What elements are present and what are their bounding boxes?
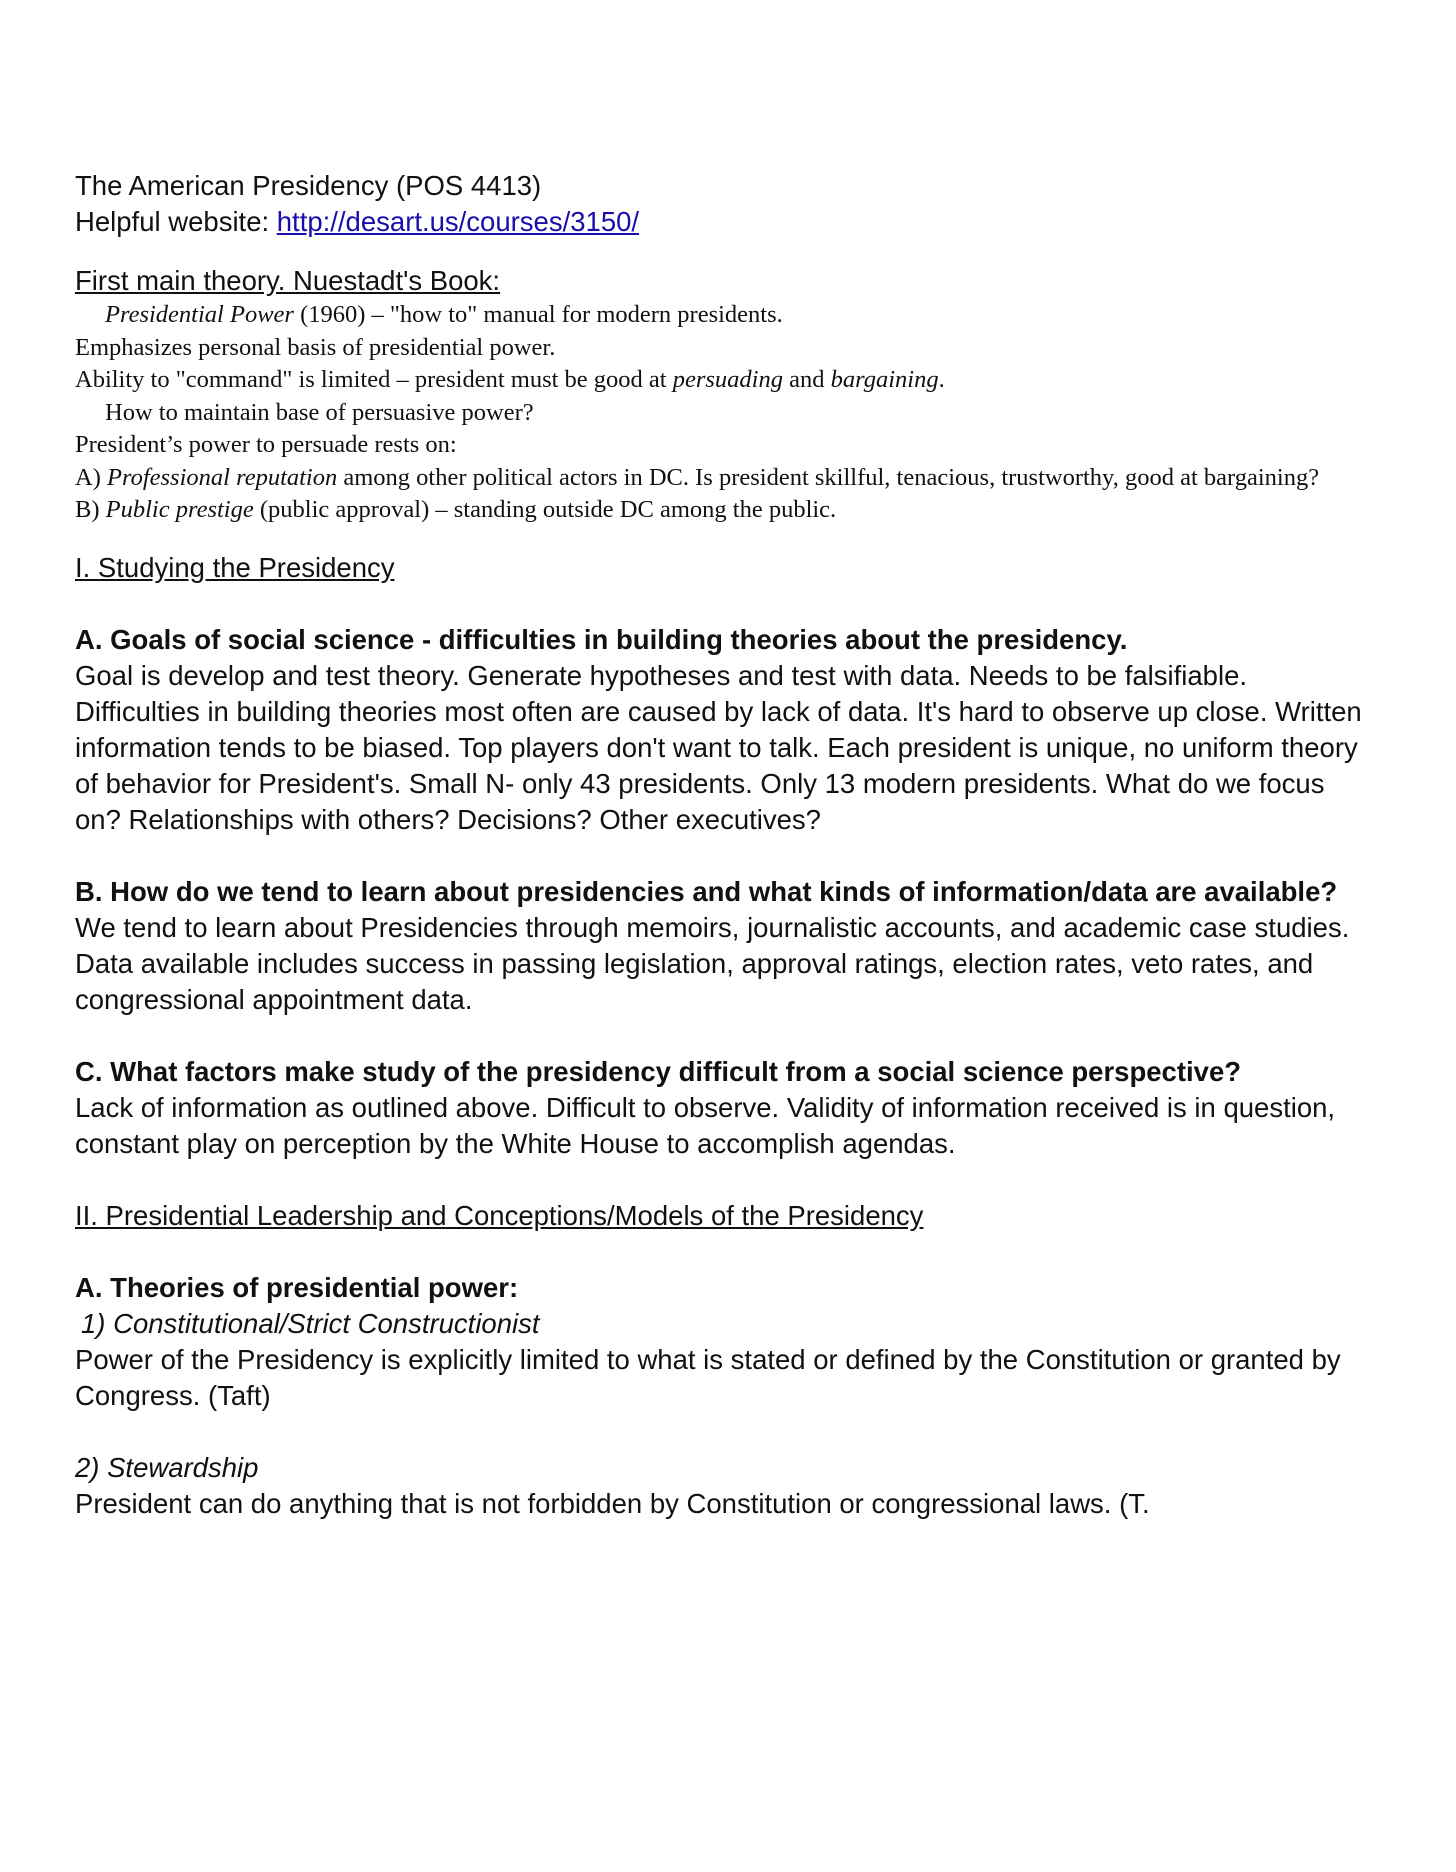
line3-text: Ability to "command" is limited – president must be good at (75, 366, 673, 393)
persuading-term: persuading (672, 366, 783, 393)
theory-1-title: 1) Constitutional/Strict Constructionist (81, 1307, 540, 1339)
neustadt-book-line (75, 299, 1365, 332)
theory-2-title: 2) Stewardship (75, 1451, 259, 1483)
document-page (75, 168, 1365, 1522)
website-link[interactable]: http://desart.us/courses/3150/ (276, 206, 640, 237)
section-1b-heading: B. How do we tend to learn about presidencies and what kinds of information/data are available? (75, 875, 1338, 907)
theory-1-body: Power of the Presidency is explicitly limited to what is stated or defined by the Constitution or granted by Congress. (Taft) (75, 1343, 1341, 1411)
website-label: Helpful website: (75, 206, 277, 237)
item-a-text: among other political actors in DC. Is president skillful, tenacious, trustworthy, good at bargaining? (337, 463, 1320, 491)
neustadt-line-2: Emphasizes personal basis of presidential power. (75, 333, 556, 361)
book-description: (1960) – "how to" manual for modern presidents. (293, 301, 783, 328)
section-1a-heading: A. Goals of social science - difficulties in building theories about the presidency. (75, 623, 1128, 655)
section-1a-body: Goal is develop and test theory. Generate hypotheses and test with data. Needs to be falsifiable. Difficulties in building theories most often are caused by lack of data. It's hard to observe up close. Written information tends to be biased. Top players don't want to talk. Each president is unique, no uniform theory of behavior for President's. Small N- only 43 presidents. Only 13 modern presidents. What do we focus on? Relationships with others? Decisions? Other executives? (75, 659, 1362, 835)
section-1-heading: I. Studying the Presidency (75, 551, 395, 583)
line3-end: . (938, 366, 945, 393)
neustadt-item-b (75, 494, 1365, 527)
section-2a-heading: A. Theories of presidential power: (75, 1271, 519, 1303)
item-a-prefix: A) (75, 463, 107, 491)
neustadt-heading: First main theory. Nuestadt's Book: (75, 265, 501, 296)
section-1b-body: We tend to learn about Presidencies through memoirs, journalistic accounts, and academic case studies. Data available includes success in passing legislation, approval ratings, election rates, veto rates, and congressional appointment data. (75, 911, 1350, 1015)
section-1c-body: Lack of information as outlined above. Difficult to observe. Validity of information received is in question, constant play on perception by the White House to accomplish agendas. (75, 1091, 1336, 1159)
document-title: The American Presidency (POS 4413) (75, 170, 542, 201)
item-b-prefix: B) (75, 496, 106, 523)
section-2-heading: II. Presidential Leadership and Conceptions/Models of the Presidency (75, 1199, 924, 1231)
item-b-term: Public prestige (105, 496, 254, 523)
item-a-term: Professional reputation (106, 463, 338, 491)
neustadt-line-5: President’s power to persuade rests on: (75, 431, 457, 458)
line3-and: and (782, 366, 831, 393)
bargaining-term: bargaining (830, 366, 939, 393)
section-1c-heading: C. What factors make study of the presidency difficult from a social science perspective? (75, 1055, 1242, 1087)
theory-2-body: President can do anything that is not forbidden by Constitution or congressional laws. (T. (75, 1487, 1150, 1519)
neustadt-line-3 (75, 364, 1365, 397)
item-b-text: (public approval) – standing outside DC among the public. (253, 496, 837, 523)
neustadt-line-4: How to maintain base of persuasive power? (105, 398, 534, 426)
neustadt-item-a (75, 462, 1365, 495)
website-line (75, 204, 1365, 240)
book-title: Presidential Power (105, 301, 294, 328)
